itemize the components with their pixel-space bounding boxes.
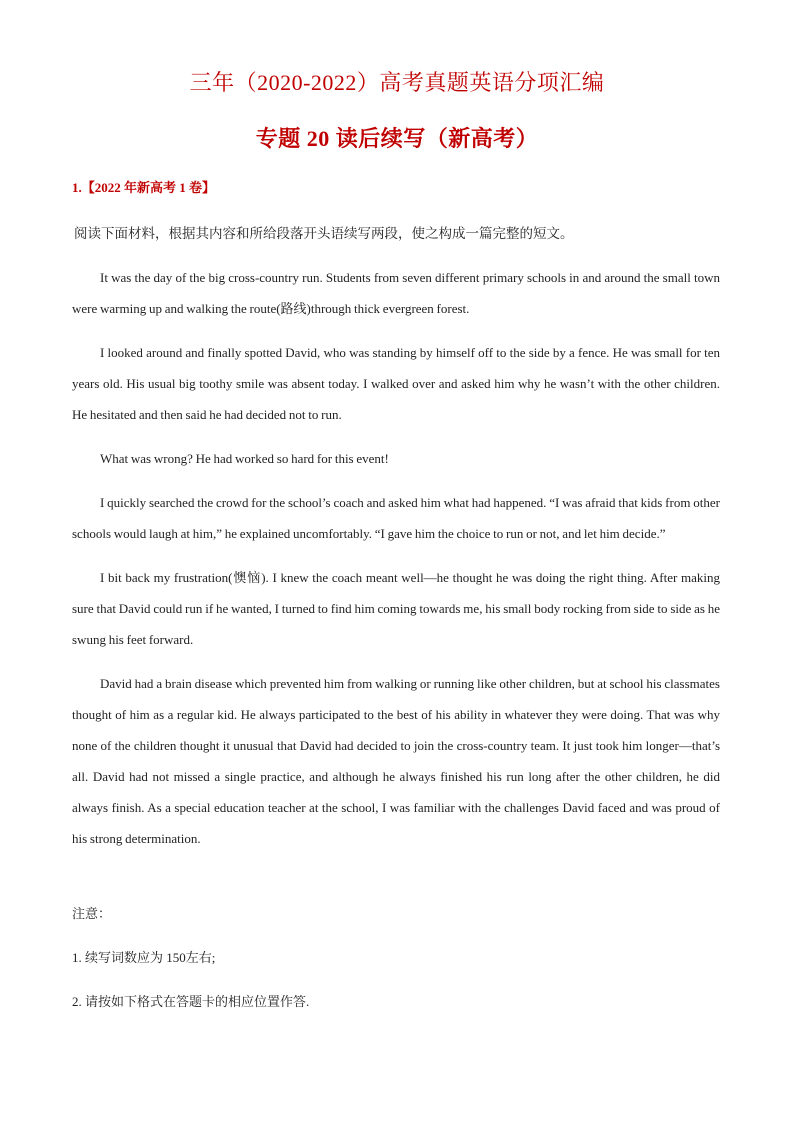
passage-paragraph: It was the day of the big cross-country run. Students from seven different primary schools in and around the small town were warming up and walking the route(路线)through thick evergreen forest. (72, 270, 720, 316)
notes-heading: 注意： (72, 906, 112, 921)
passage-paragraph: I quickly searched the crowd for the school’s coach and asked him what had happened. “I was afraid that kids from other schools would laugh at him,” he explained uncomfortably. “I gave him the choice to run or not, and let him decide.” (72, 495, 720, 541)
passage-paragraph: I bit back my frustration(懊恼). I knew the coach meant well—he thought he was doing the right thing. After making sure that David could run if he wanted, I turned to find him coming towards me, his small body rocking from side to side as he swung his feet forward. (72, 570, 720, 647)
note-item: 2. 请按如下格式在答题卡的相应位置作答. (72, 994, 310, 1009)
passage-paragraph: David had a brain disease which prevented him from walking or running like other children, but at school his classmates thought of him as a regular kid. He always participated to the best of his ability in whatever they were doing. That was why none of the children thought it unusual that David had decided to join the cross-country team. It just took him longer—that’s all. David had not missed a single practice, and although he always finished his run long after the other children, he did always finish. As a special education teacher at the school, I was familiar with the challenges David faced and was proud of his strong determination. (72, 676, 720, 846)
document-title: 三年（2020-2022）高考真题英语分项汇编 (189, 70, 605, 95)
notes-section (72, 903, 720, 1035)
passage-paragraph: What was wrong? He had worked so hard for this event! (100, 451, 389, 466)
passage-paragraph: I looked around and finally spotted David, who was standing by himself off to the side by a fence. He was small for ten years old. His usual big toothy smile was absent today. I walked over and asked him why he wasn’t with the other children. He hesitated and then said he had decided not to run. (72, 345, 720, 422)
document-subtitle: 专题 20 读后续写（新高考） (255, 126, 539, 151)
question-instruction: 阅读下面材料，根据其内容和所给段落开头语续写两段，使之构成一篇完整的短文。 (74, 226, 574, 241)
reading-passage (72, 262, 720, 867)
question-label: 1.【2022 年新高考 1 卷】 (72, 180, 216, 195)
note-item: 1. 续写词数应为 150左右; (72, 950, 216, 965)
